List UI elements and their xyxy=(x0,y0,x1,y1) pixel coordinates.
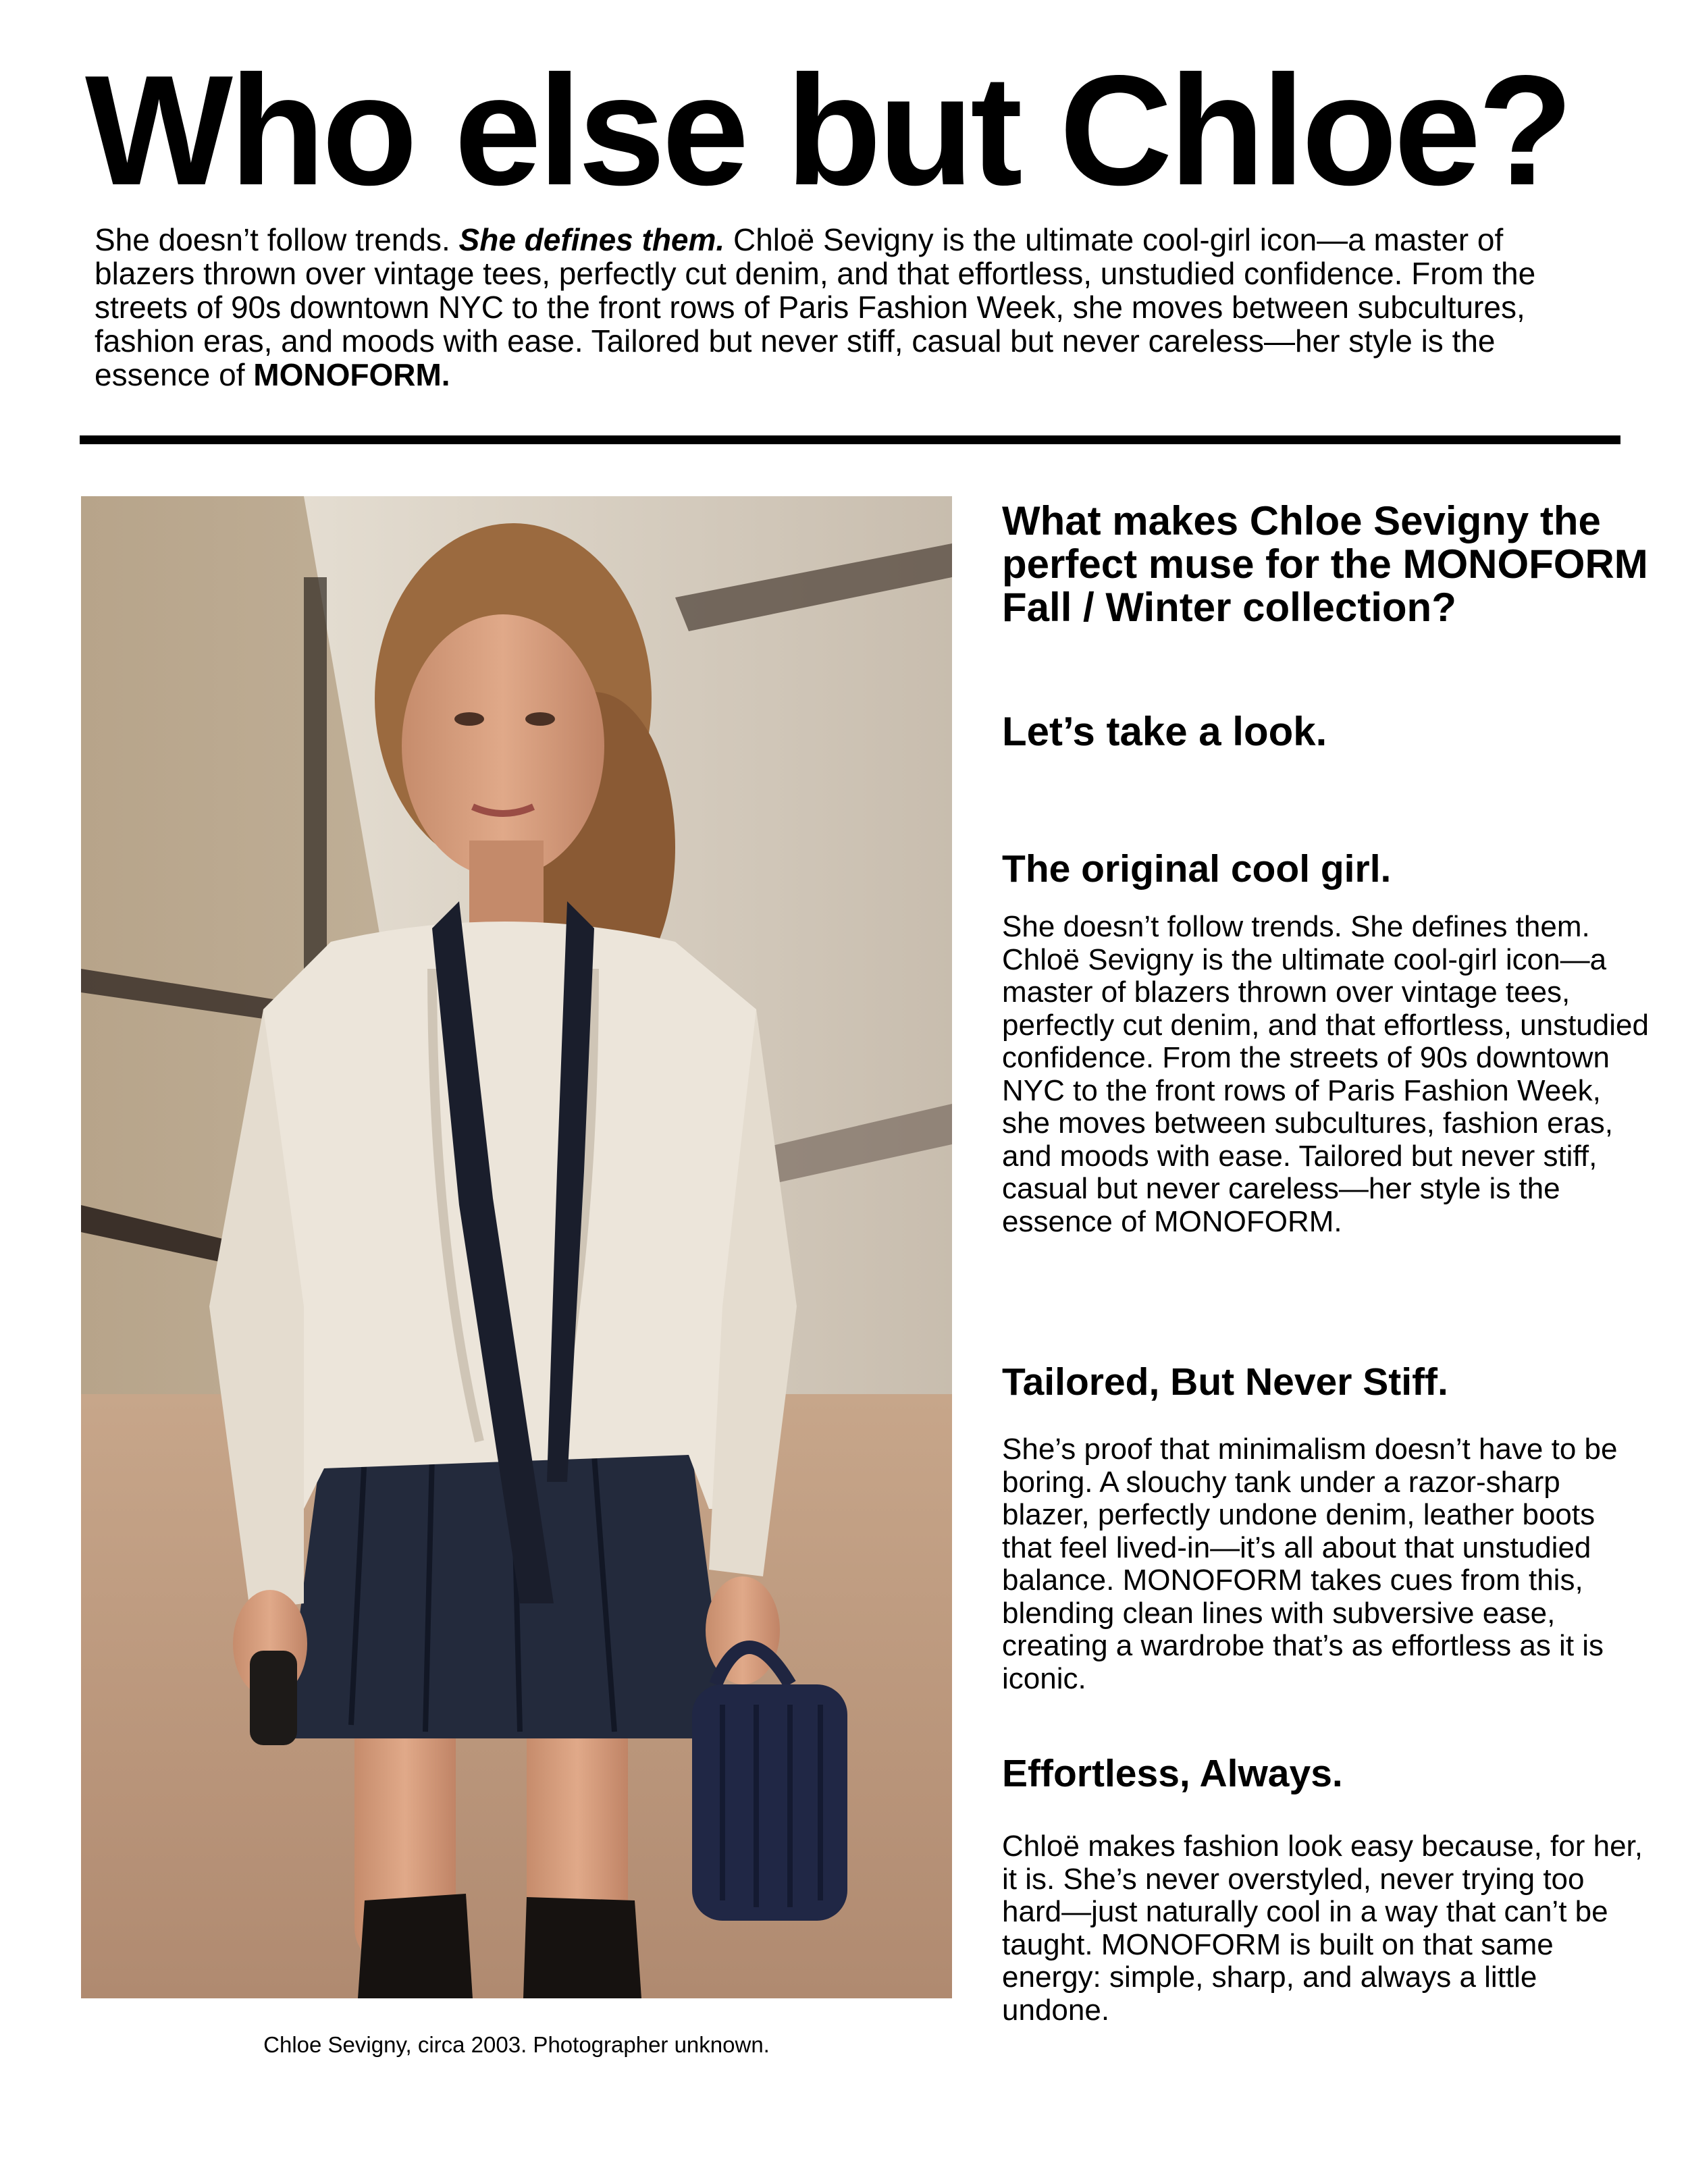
portrait-photo xyxy=(81,496,952,1998)
section-original-cool-girl xyxy=(1002,847,1650,1238)
sidebar-lead: Let’s take a look. xyxy=(1002,709,1327,754)
section-body: She’s proof that minimalism doesn’t have to be boring. A slouchy tank under a razor-sharp blazer, perfectly undone denim, leather boots that feel lived-in—it’s all about that unstudied balance. MONOFORM takes cues from this, blending clean lines with subversive ease, creating a wardrobe that’s as effortless as it is iconic. xyxy=(1002,1433,1618,1695)
intro-paragraph xyxy=(95,223,1566,392)
section-title: Tailored, But Never Stiff. xyxy=(1002,1360,1448,1404)
portrait-illustration xyxy=(81,496,952,1998)
section-effortless xyxy=(1002,1752,1650,2027)
section-body: She doesn’t follow trends. She defines them. Chloë Sevigny is the ultimate cool-girl icon—a master of blazers thrown over vintage tees, perfectly cut denim, and that effortless, unstudied confidence. From the streets of 90s downtown NYC to the front rows of Paris Fashion Week, she moves between subcultures, fashion eras, and moods with ease. Tailored but never stiff, casual but never careless—her style is the essence of MONOFORM. xyxy=(1002,910,1649,1238)
sidebar-question: What makes Chloe Sevigny the perfect muse for the MONOFORM Fall / Winter collection? xyxy=(1002,498,1648,630)
divider-rule xyxy=(80,435,1620,444)
intro-brand: MONOFORM. xyxy=(253,357,450,392)
photo-caption: Chloe Sevigny, circa 2003. Photographer unknown. xyxy=(263,2032,770,2057)
headline: Who else but Chloe? xyxy=(85,43,1571,218)
intro-text-1: She doesn’t follow trends. xyxy=(95,222,459,257)
section-tailored xyxy=(1002,1360,1650,1695)
section-title: Effortless, Always. xyxy=(1002,1752,1343,1795)
section-title: The original cool girl. xyxy=(1002,847,1392,890)
intro-emphasis: She defines them. xyxy=(458,222,725,257)
intro-text-2: Chloë Sevigny is the ultimate cool-girl icon—a master of blazers thrown over vintage tees, perfectly cut denim, and that effortless, unstudied confidence. From the streets of 90s downtown NYC to the front rows of Paris Fashion Week, she moves between subcultures, fashion eras, and moods with ease. Tailored but never stiff, casual but never careless—her style is the essence of xyxy=(95,222,1536,392)
section-body: Chloë makes fashion look easy because, for her, it is. She’s never overstyled, never trying too hard—just naturally cool in a way that can’t be taught. MONOFORM is built on that same energy: simple, sharp, and always a little undone. xyxy=(1002,1830,1643,2027)
